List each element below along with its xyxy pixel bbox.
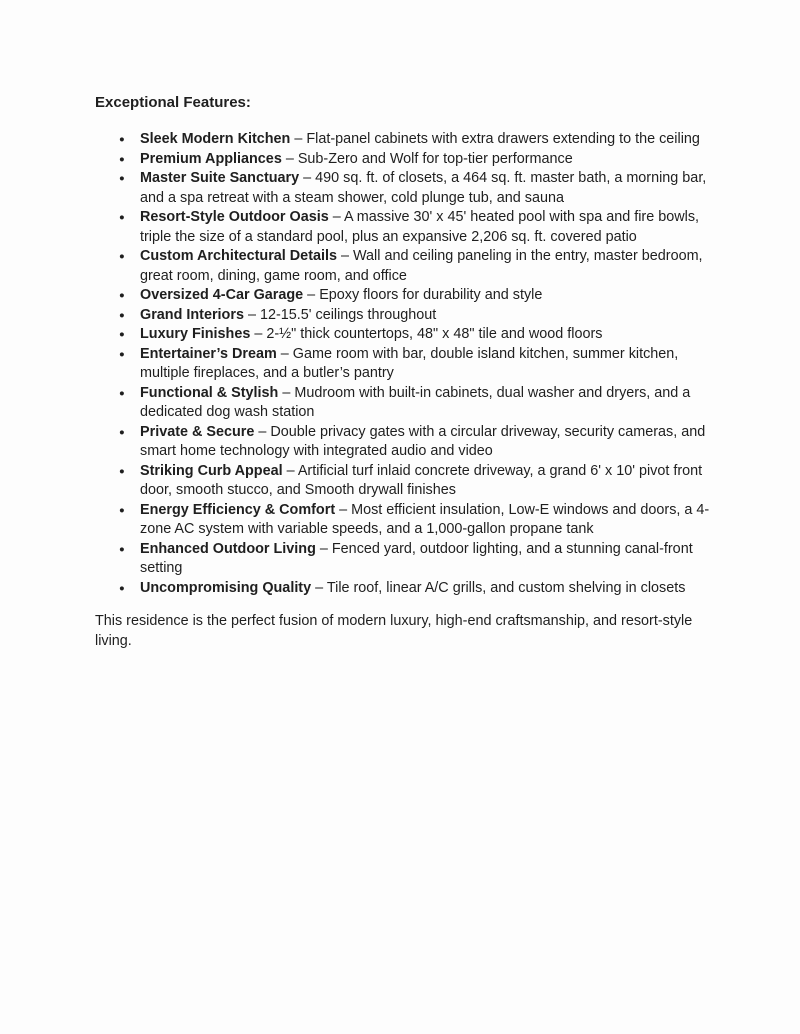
feature-title: Entertainer’s Dream (140, 345, 277, 362)
page-title: Exceptional Features: (95, 94, 251, 111)
bullet-icon: ● (119, 251, 125, 262)
feature-description: 12-15.5' ceilings throughout (259, 306, 437, 323)
feature-title: Striking Curb Appeal (140, 462, 283, 479)
separator: – (315, 540, 332, 557)
bullet-icon: ● (119, 543, 125, 555)
feature-description: Artificial turf inlaid concrete driveway, a grand 6' x 10' pivot front door, smooth stucco, and Smooth drywall finishes (140, 462, 703, 498)
bullet-icon: ● (119, 212, 125, 223)
feature-text (140, 151, 573, 167)
closing-paragraph: This residence is the perfect fusion of modern luxury, high-end craftsmanship, and resort-style living. (95, 613, 693, 649)
feature-description: Double privacy gates with a circular driveway, security cameras, and smart home technology with integrated audio and video (140, 423, 706, 459)
feature-text (140, 307, 436, 323)
list-item (95, 169, 710, 208)
feature-description: Flat-panel cabinets with extra drawers extending to the ceiling (306, 131, 700, 147)
feature-text (140, 326, 602, 342)
separator: – (337, 248, 353, 264)
bullet-icon: ● (119, 309, 125, 321)
features-list (95, 130, 710, 598)
bullet-icon: ● (119, 504, 125, 516)
list-item (95, 345, 710, 384)
list-item (95, 384, 710, 423)
feature-text (140, 385, 690, 421)
bullet-icon: ● (119, 329, 125, 340)
list-item (95, 130, 710, 150)
separator: – (250, 326, 267, 342)
feature-text (140, 424, 705, 460)
list-item (95, 247, 710, 286)
feature-title: Functional & Stylish (140, 384, 279, 401)
list-item (95, 579, 710, 599)
separator: – (328, 209, 344, 225)
feature-description: Mudroom with built-in cabinets, dual washer and dryers, and a dedicated dog wash station (140, 384, 691, 420)
list-item (95, 423, 710, 462)
separator: – (282, 462, 298, 479)
feature-title: Uncompromising Quality (140, 579, 312, 596)
feature-description: Wall and ceiling paneling in the entry, master bedroom, great room, dining, game room, and office (140, 248, 703, 284)
feature-text (140, 209, 699, 245)
feature-description: 490 sq. ft. of closets, a 464 sq. ft. master bath, a morning bar, and a spa retreat with a steam shower, cold plunge tub, and sauna (140, 170, 707, 206)
list-item (95, 306, 710, 326)
separator: – (254, 423, 271, 440)
feature-description: 2-½" thick countertops, 48" x 48" tile and wood floors (266, 326, 603, 342)
list-item (95, 208, 710, 247)
feature-description: Sub-Zero and Wolf for top-tier performance (297, 150, 573, 167)
bullet-icon: ● (119, 387, 125, 399)
feature-title: Enhanced Outdoor Living (140, 540, 316, 557)
separator: – (276, 345, 293, 362)
bullet-icon: ● (119, 426, 125, 438)
bullet-icon: ● (119, 582, 125, 594)
feature-title: Energy Efficiency & Comfort (140, 501, 336, 518)
feature-title: Luxury Finishes (140, 326, 251, 342)
separator: – (335, 501, 352, 518)
feature-description: Tile roof, linear A/C grills, and custom shelving in closets (326, 579, 686, 596)
feature-text (140, 170, 706, 206)
list-item (95, 462, 710, 501)
feature-description: Fenced yard, outdoor lighting, and a stunning canal-front setting (140, 540, 693, 576)
feature-title: Grand Interiors (140, 306, 244, 323)
feature-text (140, 463, 702, 499)
separator: – (278, 384, 295, 401)
feature-description: A massive 30' x 45' heated pool with spa and fire bowls, triple the size of a standard pool, plus an expansive 2,206 sq. ft. covered patio (140, 209, 700, 245)
feature-description: Game room with bar, double island kitchen, summer kitchen, multiple fireplaces, and a butler’s pantry (140, 345, 679, 381)
list-item (95, 325, 710, 345)
bullet-icon: ● (119, 153, 125, 165)
separator: – (311, 579, 327, 596)
feature-text (140, 248, 703, 284)
feature-description: Most efficient insulation, Low-E windows and doors, a 4-zone AC system with variable speeds, and a 1,000-gallon propane tank (140, 501, 710, 537)
feature-title: Sleek Modern Kitchen (140, 131, 291, 147)
bullet-icon: ● (119, 290, 125, 301)
feature-title: Master Suite Sanctuary (140, 170, 300, 186)
separator: – (281, 150, 298, 167)
separator: – (303, 287, 320, 303)
feature-text (140, 541, 693, 577)
separator: – (299, 170, 316, 186)
list-item (95, 540, 710, 579)
feature-title: Premium Appliances (140, 150, 282, 167)
feature-title: Oversized 4-Car Garage (140, 287, 304, 303)
bullet-icon: ● (119, 465, 125, 477)
separator: – (243, 306, 260, 323)
feature-text (140, 502, 709, 538)
bullet-icon: ● (119, 134, 125, 145)
separator: – (290, 131, 307, 147)
feature-text (140, 346, 678, 382)
list-item (95, 286, 710, 306)
bullet-icon: ● (119, 348, 125, 360)
list-item (95, 501, 710, 540)
feature-description: Epoxy floors for durability and style (319, 287, 543, 303)
list-item (95, 150, 710, 170)
feature-title: Custom Architectural Details (140, 248, 337, 264)
feature-text (140, 580, 685, 596)
feature-text (140, 131, 700, 147)
feature-text (140, 287, 542, 303)
feature-title: Resort-Style Outdoor Oasis (140, 209, 329, 225)
feature-title: Private & Secure (140, 423, 255, 440)
bullet-icon: ● (119, 173, 125, 184)
